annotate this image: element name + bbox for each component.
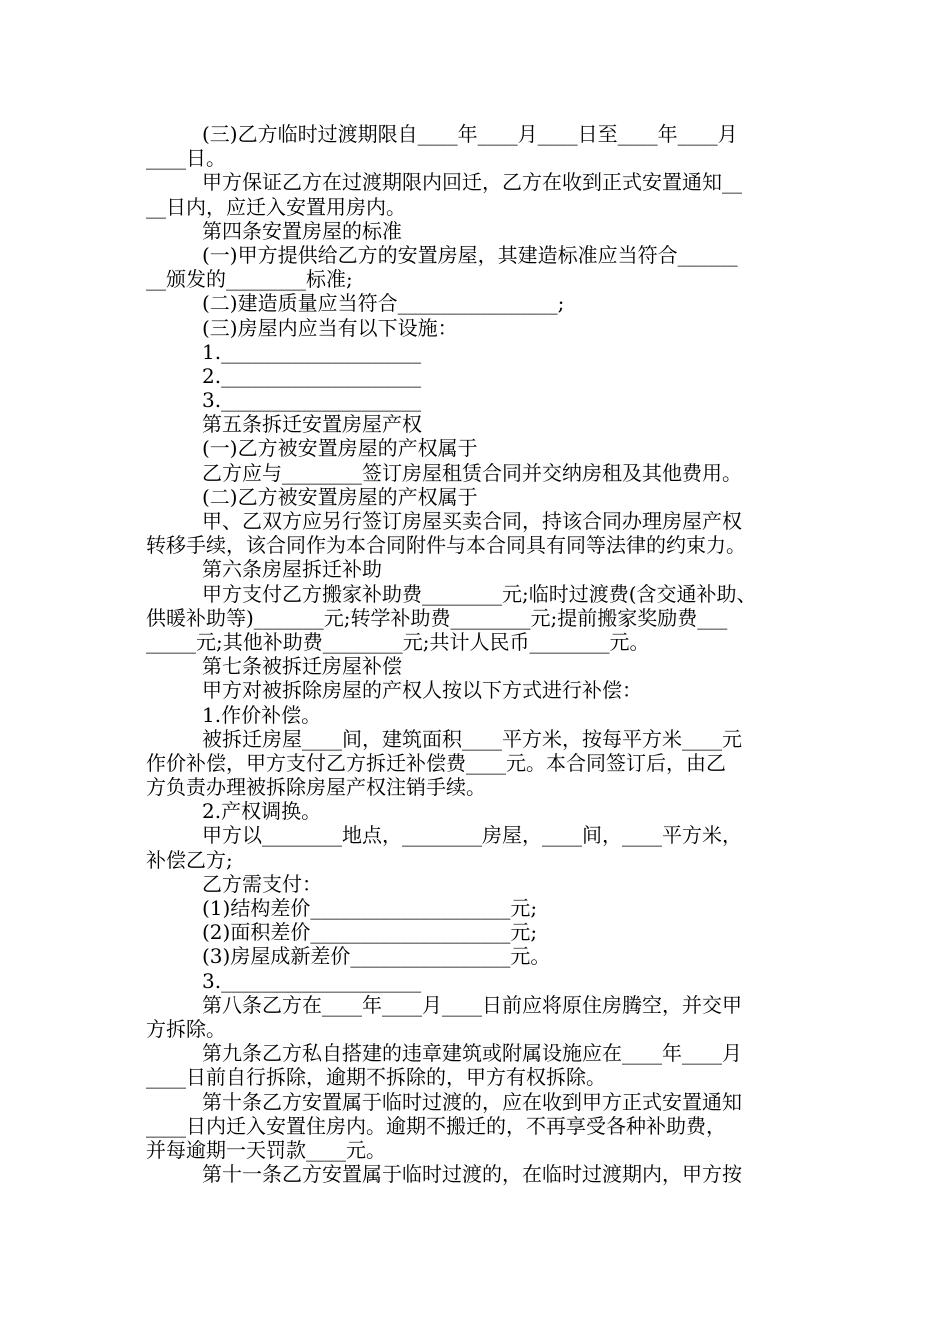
text-line: 3.____________________: [202, 388, 422, 413]
text-line: 甲方支付乙方搬家补助费________元;临时过渡费(含交通补助、: [202, 581, 757, 606]
text-line: (二)乙方被安置房屋的产权属于: [202, 484, 478, 509]
text-line: 方负责办理被拆除房屋产权注销手续。: [146, 775, 486, 800]
text-line: 乙方需支付：: [202, 871, 322, 896]
text-line: (一)乙方被安置房屋的产权属于: [202, 436, 478, 461]
text-line: 2.____________________: [202, 363, 422, 388]
text-line: ____日内迁入安置住房内。逾期不搬迁的，不再享受各种补助费，: [146, 1113, 726, 1138]
text-line: 2.产权调换。: [202, 799, 322, 824]
text-line: 第四条安置房屋的标准: [202, 218, 402, 243]
text-line: 并每逾期一天罚款____元。: [146, 1137, 386, 1162]
text-line: (一)甲方提供给乙方的安置房屋，其建造标准应当符合______: [202, 242, 738, 267]
text-line: 第五条拆迁安置房屋产权: [202, 412, 422, 437]
text-line: 供暖补助等)_______元;转学补助费________元;提前搬家奖励费___: [146, 605, 728, 630]
contract-text-body: [146, 122, 806, 1186]
text-line: 甲方保证乙方在过渡期限内回迁，乙方在收到正式安置通知__: [202, 170, 742, 195]
text-line: (3)房屋成新差价________________元。: [202, 944, 551, 969]
text-line: ____日前自行拆除，逾期不拆除的，甲方有权拆除。: [146, 1065, 606, 1090]
text-line: (1)结构差价____________________元;: [202, 896, 538, 920]
text-line: 第十一条乙方安置属于临时过渡的，在临时过渡期内，甲方按: [202, 1162, 742, 1187]
text-line: 乙方应与________签订房屋租赁合同并交纳房租及其他费用。: [202, 460, 742, 485]
text-line: 甲、乙双方应另行签订房屋买卖合同，持该合同办理房屋产权: [202, 509, 742, 533]
text-line: 第六条房屋拆迁补助: [202, 557, 382, 582]
text-line: 第八条乙方在____年____月____日前应将原住房腾空，并交甲: [202, 992, 742, 1017]
text-line: _____元;其他补助费________元;共计人民币________元。: [146, 629, 650, 654]
text-line: 第十条乙方安置属于临时过渡的，应在收到甲方正式安置通知: [202, 1089, 742, 1114]
text-line: __颁发的________标准;: [146, 267, 353, 292]
text-line: 3.____________________: [202, 968, 422, 993]
text-line: __日内，应迁入安置用房内。: [146, 194, 406, 219]
text-line: (三)乙方临时过渡期限自____年____月____日至____年____月: [202, 122, 738, 146]
text-line: 作价补偿，甲方支付乙方拆迁补偿费____元。本合同签订后，由乙: [146, 750, 726, 775]
text-line: 甲方对被拆除房屋的产权人按以下方式进行补偿：: [202, 678, 642, 703]
text-line: 1.____________________: [202, 339, 422, 364]
text-line: 1.作价补偿。: [202, 702, 322, 727]
text-line: (二)建造质量应当符合________________;: [202, 291, 565, 316]
text-line: 转移手续，该合同作为本合同附件与本合同具有同等法律的约束力。: [146, 533, 746, 558]
text-line: 第七条被拆迁房屋补偿: [202, 654, 402, 679]
text-line: ____日。: [146, 146, 226, 171]
text-line: 甲方以________地点，________房屋，____间，____平方米，: [202, 823, 742, 848]
text-line: 第九条乙方私自搭建的违章建筑或附属设施应在____年____月: [202, 1041, 742, 1066]
text-line: (三)房屋内应当有以下设施：: [202, 315, 458, 340]
text-line: 方拆除。: [146, 1016, 226, 1041]
text-line: (2)面积差价____________________元;: [202, 920, 538, 945]
text-line: 被拆迁房屋____间，建筑面积____平方米，按每平方米____元: [202, 726, 742, 751]
text-line: 补偿乙方;: [146, 847, 233, 872]
